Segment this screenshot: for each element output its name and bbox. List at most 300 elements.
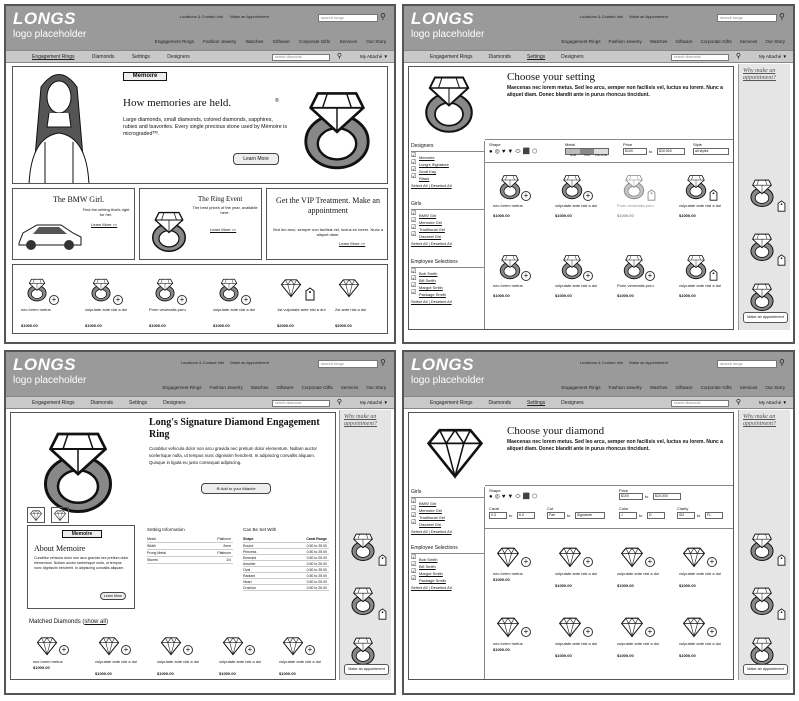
- nav-fashion-jewelry[interactable]: Fashion Jewelry: [203, 39, 237, 44]
- filter-checkbox[interactable]: ☑ BMW Girl: [411, 500, 485, 507]
- appointment-link[interactable]: Make an Appointment: [230, 14, 269, 19]
- diamond-search-input[interactable]: search diamonds: [272, 400, 330, 407]
- product-name: nec lorem metus: [493, 571, 523, 576]
- product-name: Proin venenatis puru: [617, 283, 654, 288]
- locations-link[interactable]: Locations & Contact Info: [180, 360, 225, 365]
- product-card[interactable]: [19, 273, 77, 333]
- tag-icon[interactable]: [777, 254, 786, 266]
- nav-our-story[interactable]: Our Story: [765, 385, 785, 390]
- nav-watches[interactable]: Watches: [649, 385, 668, 390]
- filter-checkbox[interactable]: ☑ Bill Smith: [411, 277, 485, 284]
- product-name: vulputate ante nisi a dui: [555, 641, 598, 646]
- price-label: Price: [619, 488, 629, 493]
- product-card[interactable]: [491, 249, 549, 309]
- filter-checkbox[interactable]: ☑ Bob Smith: [411, 270, 485, 277]
- filter-checkbox[interactable]: ☑ Memoire: [411, 154, 485, 161]
- page-title: Choose your setting: [507, 71, 595, 83]
- nav-services[interactable]: Services: [340, 385, 359, 390]
- clarity-to-select[interactable]: FL: [705, 512, 723, 519]
- carat-to-select[interactable]: 6.0: [517, 512, 535, 519]
- tab-engagement-rings[interactable]: Engagement Rings: [430, 54, 473, 60]
- product-name: Proin venenatis puru: [149, 307, 186, 312]
- add-icon[interactable]: +: [59, 645, 69, 655]
- deselect-all-link[interactable]: Deselect All: [430, 585, 452, 590]
- tab-diamonds[interactable]: Diamonds: [91, 54, 115, 60]
- product-card[interactable]: [147, 273, 205, 333]
- sub-nav: [6, 396, 394, 409]
- diamond-icon: [35, 631, 59, 659]
- site-logo[interactable]: LONGS: [13, 355, 76, 374]
- color-from-select[interactable]: J: [619, 512, 637, 519]
- tab-settings[interactable]: Settings: [129, 400, 148, 406]
- table-row: Round 0.50 to 25.00: [243, 544, 327, 548]
- search-icon[interactable]: ⚲: [735, 399, 741, 406]
- diamond-icon: [281, 631, 305, 659]
- ring-icon[interactable]: [346, 528, 380, 564]
- nav-corporate-gifts[interactable]: Corporate Gifts: [299, 39, 331, 44]
- promo-bmw-girl[interactable]: [12, 188, 135, 260]
- attache-rail: [738, 410, 790, 680]
- metal-option[interactable]: Gold: [566, 149, 580, 154]
- add-icon[interactable]: +: [583, 627, 593, 637]
- logo-placeholder-text: logo placeholder: [411, 29, 485, 40]
- utility-links: [174, 14, 269, 19]
- filter-checkbox[interactable]: ☑ Discreet Girl: [411, 521, 485, 528]
- add-icon[interactable]: +: [707, 557, 717, 567]
- search-icon[interactable]: ⚲: [380, 358, 386, 367]
- price-from-select[interactable]: $100: [623, 148, 647, 155]
- add-to-attache-button[interactable]: [201, 483, 271, 494]
- thumbnail-1[interactable]: [27, 507, 45, 523]
- add-icon[interactable]: +: [245, 645, 255, 655]
- product-name: vulputate ante nisi a dui: [555, 571, 598, 576]
- promo-vip-treatment[interactable]: [266, 188, 388, 260]
- ring-icon: [681, 249, 711, 283]
- product-description: Curabitur vehicula dolor non arcu gravida nec pretium dolor elementum. Nullam auctor scelerisque nulla, ut tempus nunc dignissim hendrerit. In adipiscing convallis aliquam. Quisque in ligula eu justo consequat adipiscing.: [149, 446, 317, 465]
- tab-engagement-rings[interactable]: Engagement Rings: [32, 54, 75, 60]
- select-all-link[interactable]: Select All: [411, 585, 428, 590]
- deselect-all-link[interactable]: Deselect All: [430, 529, 452, 534]
- product-price: $1000.00: [149, 323, 166, 328]
- nav-corporate-gifts[interactable]: Corporate Gifts: [301, 385, 333, 390]
- add-icon[interactable]: +: [645, 627, 655, 637]
- make-appointment-button[interactable]: Make an appointment: [344, 664, 389, 675]
- filter-checkbox[interactable]: ☑ Discreet Girl: [411, 233, 485, 240]
- nav-engagement-rings[interactable]: Engagement Rings: [561, 39, 601, 44]
- nav-watches[interactable]: Watches: [245, 39, 264, 44]
- nav-giftware[interactable]: Giftware: [276, 385, 294, 390]
- add-icon[interactable]: +: [645, 557, 655, 567]
- add-icon[interactable]: +: [583, 557, 593, 567]
- search-icon[interactable]: ⚲: [336, 53, 342, 60]
- search-icon[interactable]: ⚲: [380, 12, 386, 21]
- metal-option[interactable]: Plat: [580, 149, 594, 154]
- price-to-select[interactable]: $10,000: [653, 493, 681, 500]
- thumbnail-2[interactable]: [51, 507, 69, 523]
- ring-icon[interactable]: [745, 174, 779, 210]
- filter-sidebar: Girls ☑ BMW Girl ☑ Memoire Girl ☑ Traditional Girl ☑ Discreet Girl Select All | Deselect All Employee Selections ☑ Bob Smith ☑ Bill Smith ☑ Margot Smith ☑ Package Smith Select All | Deselect All: [409, 487, 485, 680]
- filter-heading: Girls: [411, 199, 485, 210]
- product-price: $1000.00: [213, 323, 230, 328]
- tab-engagement-rings[interactable]: Engagement Rings: [430, 400, 473, 406]
- product-card[interactable]: [31, 631, 89, 680]
- select-all-link[interactable]: Select All: [411, 299, 428, 304]
- product-card[interactable]: [491, 611, 549, 671]
- product-name: vulputate ante nisi a dui: [617, 571, 660, 576]
- filter-checkbox[interactable]: ☑ Bob Smith: [411, 556, 485, 563]
- product-price: $1000.00: [157, 671, 174, 676]
- tag-icon[interactable]: [305, 287, 315, 301]
- product-name: 1st vulputate ante nisi a dui: [277, 307, 326, 312]
- product-price: $2000.00: [335, 323, 352, 328]
- product-price: $1000.00: [493, 647, 510, 652]
- diamond-search-input[interactable]: search diamonds: [671, 400, 729, 407]
- product-card[interactable]: [553, 169, 611, 229]
- my-attache-dropdown[interactable]: My Attaché ▼: [360, 400, 388, 405]
- tab-settings[interactable]: Settings: [527, 400, 546, 406]
- ring-icon[interactable]: [745, 228, 779, 264]
- clarity-label: Clarity: [677, 506, 689, 511]
- registered-mark: ®: [275, 98, 279, 104]
- appointment-link[interactable]: Make an Appointment: [629, 360, 668, 365]
- clarity-from-select[interactable]: SI2: [677, 512, 695, 519]
- site-logo[interactable]: LONGS: [13, 9, 76, 28]
- appointment-link[interactable]: Make an Appointment: [230, 360, 269, 365]
- filter-checkbox[interactable]: ☑ Scott Kay: [411, 168, 485, 175]
- page-intro: Maecenas nec lorem metus. Sed leo arcu, semper non facilisis vel, luctus eu lorem. Nunc a aliquet diam. Donec blandit ante in purus rhoncus tincidunt.: [507, 85, 723, 98]
- memoire-logo: Memoire: [123, 72, 167, 81]
- metal-option[interactable]: Two-tone: [594, 149, 608, 154]
- product-name: nec lorem metus: [33, 659, 63, 664]
- promo-link[interactable]: Learn More >>: [210, 227, 237, 232]
- select-all-link[interactable]: Select All: [411, 241, 428, 246]
- product-card[interactable]: [615, 169, 673, 229]
- ring-icon[interactable]: [745, 528, 779, 564]
- table-row: Heart 0.50 to 25.00: [243, 580, 327, 584]
- search-icon[interactable]: ⚲: [735, 53, 741, 60]
- filter-checkbox[interactable]: ☑ Memoire Girl: [411, 219, 485, 226]
- nav-services[interactable]: Services: [739, 39, 758, 44]
- filter-checkbox[interactable]: ☑ Long's Signature: [411, 161, 485, 168]
- product-card[interactable]: [553, 249, 611, 309]
- carat-label: Carat: [489, 506, 499, 511]
- ring-icon: [87, 273, 115, 305]
- tag-icon[interactable]: [777, 608, 786, 620]
- add-icon[interactable]: +: [121, 645, 131, 655]
- sub-nav: [404, 50, 793, 63]
- shape-selector[interactable]: ●◎♥▼⬭⬛⬡: [489, 149, 540, 155]
- product-title: Long's Signature Diamond Engagement Ring: [149, 417, 320, 440]
- filter-checkbox[interactable]: ☑ Traditional Girl: [411, 226, 485, 233]
- diamond-icon: [221, 631, 245, 659]
- nav-giftware[interactable]: Giftware: [272, 39, 290, 44]
- product-price: $1000.00: [219, 671, 236, 676]
- filter-checkbox[interactable]: ☑ Margot Smith: [411, 570, 485, 577]
- product-card[interactable]: [615, 611, 673, 671]
- price-to-select[interactable]: $10,000: [657, 148, 685, 155]
- ring-icon[interactable]: [745, 278, 779, 314]
- tag-icon[interactable]: [378, 608, 387, 620]
- product-card[interactable]: [491, 169, 549, 229]
- filter-checkbox[interactable]: ☑ Package Smith: [411, 577, 485, 584]
- site-search-input[interactable]: search longs: [717, 14, 777, 22]
- nav-fashion-jewelry[interactable]: Fashion Jewelry: [608, 39, 642, 44]
- hero-learn-more-button[interactable]: Learn More: [233, 153, 279, 165]
- add-icon[interactable]: +: [183, 645, 193, 655]
- product-name: Proin venenatis puru: [617, 203, 654, 208]
- why-appointment-link[interactable]: Why make an appointment?: [743, 414, 776, 427]
- add-icon[interactable]: +: [113, 295, 123, 305]
- filter-checkbox[interactable]: ☑ Package Smith: [411, 291, 485, 298]
- tag-icon[interactable]: [777, 554, 786, 566]
- deselect-all-link[interactable]: Deselect All: [430, 299, 452, 304]
- nav-corporate-gifts[interactable]: Corporate Gifts: [700, 39, 732, 44]
- nav-watches[interactable]: Watches: [649, 39, 668, 44]
- product-price: $1000.00: [679, 293, 696, 298]
- diamond-icon: [279, 273, 303, 301]
- site-header: [6, 352, 394, 396]
- tag-icon[interactable]: [709, 269, 718, 281]
- table-row: Cushion 0.50 to 25.00: [243, 586, 327, 590]
- tag-icon[interactable]: [378, 554, 387, 566]
- product-card[interactable]: [211, 273, 269, 333]
- tag-icon[interactable]: [709, 189, 718, 201]
- sub-nav: [404, 396, 793, 409]
- product-card[interactable]: [677, 249, 734, 309]
- nav-engagement-rings[interactable]: Engagement Rings: [154, 39, 194, 44]
- site-logo[interactable]: LONGS: [411, 9, 474, 28]
- site-logo[interactable]: LONGS: [411, 355, 474, 374]
- locations-link[interactable]: Locations & Contact Info: [179, 14, 224, 19]
- add-icon[interactable]: +: [521, 271, 531, 281]
- about-learn-more-button[interactable]: Learn More: [100, 592, 126, 600]
- product-card[interactable]: [677, 541, 734, 601]
- why-appointment-link[interactable]: Why make an appointment?: [743, 68, 776, 81]
- promo-title: The BMW Girl.: [53, 195, 105, 204]
- add-icon[interactable]: +: [305, 645, 315, 655]
- search-icon[interactable]: ⚲: [779, 12, 785, 21]
- product-card[interactable]: [277, 631, 335, 680]
- price-from-select[interactable]: $100: [619, 493, 643, 500]
- filter-checkbox[interactable]: ☑ BMW Girl: [411, 212, 485, 219]
- my-attache-dropdown[interactable]: My Attaché ▼: [759, 400, 787, 405]
- filter-checkbox[interactable]: ☑ Margot Smith: [411, 284, 485, 291]
- nav-our-story[interactable]: Our Story: [366, 385, 386, 390]
- diamond-search-input[interactable]: search diamonds: [272, 54, 330, 61]
- my-attache-dropdown[interactable]: My Attaché ▼: [360, 54, 388, 59]
- attache-label: My Attaché: [759, 54, 782, 59]
- product-card[interactable]: [615, 249, 673, 309]
- carat-from-select[interactable]: 0.3: [489, 512, 507, 519]
- product-name: vulputate ante nisi a dui: [157, 659, 200, 664]
- nav-engagement-rings[interactable]: Engagement Rings: [162, 385, 202, 390]
- nav-giftware[interactable]: Giftware: [675, 385, 693, 390]
- locations-link[interactable]: Locations & Contact Info: [579, 360, 624, 365]
- locations-link[interactable]: Locations & Contact Info: [579, 14, 624, 19]
- promo-ring-event[interactable]: [139, 188, 262, 260]
- tag-icon[interactable]: [647, 189, 656, 201]
- setting-info-table: [147, 527, 233, 564]
- show-all-link[interactable]: show all: [84, 619, 107, 625]
- nav-services[interactable]: Services: [739, 385, 758, 390]
- product-grid: [487, 531, 734, 680]
- diamond-illustration: [415, 417, 495, 483]
- detail-page-panel: [4, 350, 396, 695]
- product-card[interactable]: [677, 611, 734, 671]
- product-price: $1000.00: [279, 671, 296, 676]
- product-price: $1000.00: [617, 583, 634, 588]
- nav-giftware[interactable]: Giftware: [675, 39, 693, 44]
- appointment-link[interactable]: Make an Appointment: [629, 14, 668, 19]
- tab-designers[interactable]: Designers: [167, 54, 190, 60]
- product-card[interactable]: [553, 541, 611, 601]
- promo-link[interactable]: Learn More >>: [339, 241, 366, 246]
- promo-text: Find the setting that's right for her.: [82, 207, 130, 217]
- car-illustration: [15, 215, 85, 255]
- nav-corporate-gifts[interactable]: Corporate Gifts: [700, 385, 732, 390]
- add-icon[interactable]: +: [49, 295, 59, 305]
- tab-diamonds[interactable]: Diamonds: [488, 400, 512, 406]
- color-to-select[interactable]: D: [647, 512, 665, 519]
- product-price: $1000.00: [493, 293, 510, 298]
- ring-icon[interactable]: [745, 632, 779, 668]
- tag-icon[interactable]: [777, 200, 786, 212]
- promo-link[interactable]: Learn More >>: [91, 222, 118, 227]
- page-intro: Maecenas nec lorem metus. Sed leo arcu, semper non facilisis vel, luctus eu lorem. Nunc a aliquet diam. Donec blandit ante in purus rhoncus tincidunt.: [507, 439, 723, 452]
- product-grid: [487, 165, 734, 330]
- product-card[interactable]: [677, 169, 734, 229]
- make-appointment-button[interactable]: Make an appointment: [743, 312, 788, 323]
- ring-icon: [151, 273, 179, 305]
- color-separator: to: [639, 513, 643, 518]
- price-separator: to: [645, 494, 649, 499]
- product-name: vulputate ante nisi a dui: [213, 307, 256, 312]
- tab-designers[interactable]: Designers: [561, 54, 584, 60]
- product-image: [23, 419, 133, 519]
- tab-designers[interactable]: Designers: [561, 400, 584, 406]
- shape-selector[interactable]: ●◎♥▼⬭⬛⬡: [489, 494, 540, 500]
- nav-engagement-rings[interactable]: Engagement Rings: [561, 385, 601, 390]
- matched-diamonds-heading: Matched Diamonds (show all): [29, 619, 109, 625]
- shape-label: Shape: [489, 142, 501, 147]
- ring-icon[interactable]: [346, 632, 380, 668]
- table-row: Emerald 0.50 to 25.00: [243, 556, 327, 560]
- top-nav: [147, 39, 386, 44]
- product-name: vulputate ante nisi a dui: [679, 641, 722, 646]
- tab-diamonds[interactable]: Diamonds: [90, 400, 114, 406]
- ring-icon[interactable]: [745, 582, 779, 618]
- diamond-icon: [159, 631, 183, 659]
- site-search-input[interactable]: search longs: [717, 360, 777, 368]
- cut-separator: to: [567, 513, 571, 518]
- product-card[interactable]: [275, 273, 333, 333]
- ring-icon[interactable]: [346, 582, 380, 618]
- product-name: vulputate ante nisi a dui: [617, 641, 660, 646]
- nav-fashion-jewelry[interactable]: Fashion Jewelry: [209, 385, 243, 390]
- filter-checkbox[interactable]: ☑ Memoire Girl: [411, 507, 485, 514]
- product-card[interactable]: [93, 631, 151, 680]
- make-appointment-button[interactable]: Make an appointment: [743, 664, 788, 675]
- style-select[interactable]: all styles: [693, 148, 729, 155]
- add-icon[interactable]: +: [521, 191, 531, 201]
- nav-our-story[interactable]: Our Story: [765, 39, 785, 44]
- metal-selector[interactable]: [565, 148, 609, 155]
- site-search-input[interactable]: search longs: [318, 14, 378, 22]
- add-icon[interactable]: +: [177, 295, 187, 305]
- hero-title: How memories are held.: [123, 97, 232, 109]
- product-card[interactable]: [333, 273, 388, 333]
- nav-fashion-jewelry[interactable]: Fashion Jewelry: [608, 385, 642, 390]
- product-card[interactable]: [217, 631, 275, 680]
- cut-from-select[interactable]: Fair: [547, 512, 565, 519]
- style-label: Style: [693, 142, 702, 147]
- product-price: $1000.00: [617, 213, 634, 218]
- product-name: vulputate ante nisi a dui: [219, 659, 262, 664]
- filter-checkbox[interactable]: ☑ Bill Smith: [411, 563, 485, 570]
- filter-heading: Designers: [411, 141, 485, 152]
- my-attache-dropdown[interactable]: My Attaché ▼: [759, 54, 787, 59]
- add-icon[interactable]: +: [583, 271, 593, 281]
- add-icon[interactable]: +: [521, 557, 531, 567]
- ring-icon: [681, 169, 711, 203]
- product-card[interactable]: [491, 541, 549, 601]
- add-icon[interactable]: +: [521, 627, 531, 637]
- nav-our-story[interactable]: Our Story: [366, 39, 386, 44]
- diamond-icon: [495, 541, 521, 571]
- metal-label: Metal: [565, 142, 575, 147]
- nav-watches[interactable]: Watches: [250, 385, 269, 390]
- deselect-all-link[interactable]: Deselect All: [430, 183, 452, 188]
- add-icon[interactable]: +: [707, 627, 717, 637]
- site-header: [6, 6, 394, 50]
- product-card[interactable]: [155, 631, 213, 680]
- search-icon[interactable]: ⚲: [779, 358, 785, 367]
- table-row: Width 2mm: [147, 544, 231, 548]
- tab-diamonds[interactable]: Diamonds: [488, 54, 512, 60]
- hero-text: Large diamonds, small diamonds, colored diamonds, sapphires, rubies and tsavorites. Every single precious stone used by Mémoire is microgradedᵀᴹ.: [123, 117, 287, 137]
- select-all-link[interactable]: Select All: [411, 183, 428, 188]
- add-icon[interactable]: +: [645, 271, 655, 281]
- deselect-all-link[interactable]: Deselect All: [430, 241, 452, 246]
- add-icon[interactable]: +: [583, 191, 593, 201]
- search-icon[interactable]: ⚲: [336, 399, 342, 406]
- table-row: Asscher 0.50 to 25.00: [243, 562, 327, 566]
- site-search-input[interactable]: search longs: [318, 360, 378, 368]
- product-price: $1000.00: [555, 653, 572, 658]
- product-price: $1000.00: [555, 583, 572, 588]
- filter-checkbox[interactable]: ☑ Ritani: [411, 175, 485, 182]
- product-card[interactable]: [615, 541, 673, 601]
- diamond-icon: [681, 611, 707, 641]
- cut-to-select[interactable]: Signature: [575, 512, 605, 519]
- add-icon[interactable]: +: [241, 295, 251, 305]
- tab-settings[interactable]: Settings: [131, 54, 150, 60]
- diamond-icon: [681, 541, 707, 571]
- why-appointment-link[interactable]: Why make an appointment?: [344, 414, 377, 427]
- promo-title: Get the VIP Treatment. Make an appointment: [276, 196, 380, 215]
- nav-services[interactable]: Services: [339, 39, 358, 44]
- select-all-link[interactable]: Select All: [411, 529, 428, 534]
- product-card[interactable]: [553, 611, 611, 671]
- filter-checkbox[interactable]: ☑ Traditional Girl: [411, 514, 485, 521]
- tab-designers[interactable]: Designers: [163, 400, 186, 406]
- diamond-search-input[interactable]: search diamonds: [671, 54, 729, 61]
- carat-separator: to: [509, 513, 513, 518]
- tab-settings[interactable]: Settings: [527, 54, 546, 60]
- product-name: nec lorem metus: [493, 641, 523, 646]
- tab-engagement-rings[interactable]: Engagement Rings: [32, 400, 75, 406]
- product-card[interactable]: [83, 273, 141, 333]
